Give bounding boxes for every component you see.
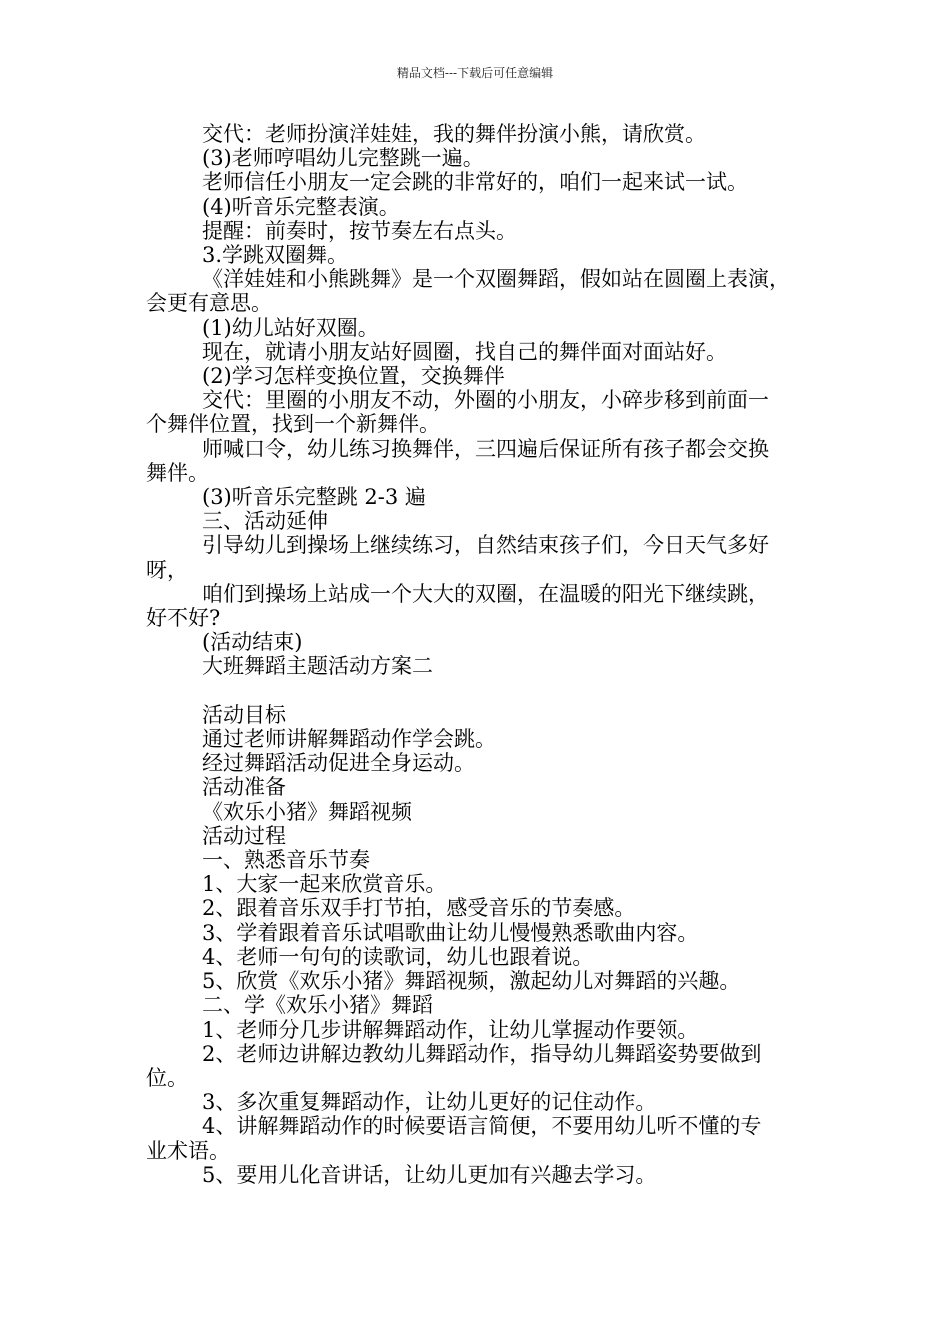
text-line: 交代：老师扮演洋娃娃，我的舞伴扮演小熊，请欣赏。: [202, 122, 706, 146]
text-line: 经过舞蹈活动促进全身运动。: [202, 751, 475, 776]
text-line: 活动目标: [202, 702, 286, 727]
text-line: 3.学跳双圈舞。: [202, 243, 349, 268]
text-line: 《洋娃娃和小熊跳舞》是一个双圈舞蹈，假如站在圆圈上表演，: [202, 267, 790, 292]
text-line: 三、活动延伸: [202, 509, 328, 534]
text-line: (4)听音乐完整表演。: [202, 194, 400, 219]
text-line: 2、跟着音乐双手打节拍，感受音乐的节奏感。: [202, 896, 636, 921]
document-body: [146, 122, 826, 1187]
text-line: 交代：里圈的小朋友不动，外圈的小朋友，小碎步移到前面一: [202, 388, 769, 413]
text-line: 业术语。: [146, 1138, 230, 1163]
text-line: 会更有意思。: [146, 291, 272, 316]
text-line: 5、欣赏《欢乐小猪》舞蹈视频，激起幼儿对舞蹈的兴趣。: [202, 969, 741, 994]
text-line: 大班舞蹈主题活动方案二: [202, 654, 433, 679]
text-line: 舞伴。: [146, 460, 209, 485]
text-line: 引导幼儿到操场上继续练习，自然结束孩子们，今日天气多好: [202, 533, 769, 558]
text-line: 1、老师分几步讲解舞蹈动作，让幼儿掌握动作要领。: [202, 1017, 699, 1042]
text-line: (3)老师哼唱幼儿完整跳一遍。: [202, 146, 484, 171]
text-line: 通过老师讲解舞蹈动作学会跳。: [202, 727, 496, 752]
text-line: (1)幼儿站好双圈。: [202, 315, 379, 340]
text-line: 好不好?: [146, 606, 221, 631]
text-line: 4、老师一句句的读歌词，幼儿也跟着说。: [202, 944, 594, 969]
text-line: 《欢乐小猪》舞蹈视频: [202, 799, 412, 824]
text-line: 活动准备: [202, 775, 286, 800]
text-line: 呀，: [146, 557, 188, 582]
text-line: 3、多次重复舞蹈动作，让幼儿更好的记住动作。: [202, 1090, 657, 1115]
text-line: 3、学着跟着音乐试唱歌曲让幼儿慢慢熟悉歌曲内容。: [202, 920, 699, 945]
text-line: (3)听音乐完整跳 2-3 遍: [202, 485, 426, 510]
text-line: (2)学习怎样变换位置，交换舞伴: [202, 364, 505, 389]
text-line: 老师信任小朋友一定会跳的非常好的，咱们一起来试一试。: [202, 170, 748, 195]
text-line: 二、学《欢乐小猪》舞蹈: [202, 993, 433, 1018]
text-line: 位。: [146, 1065, 188, 1090]
text-line: (活动结束): [202, 630, 303, 655]
text-line: 提醒：前奏时，按节奏左右点头。: [202, 218, 517, 243]
text-line: 1、大家一起来欣赏音乐。: [202, 872, 447, 897]
page-header: 精品文档---下载后可任意编辑: [396, 66, 554, 80]
text-line: 5、要用儿化音讲话，让幼儿更加有兴趣去学习。: [202, 1162, 657, 1187]
text-line: 2、老师边讲解边教幼儿舞蹈动作，指导幼儿舞蹈姿势要做到: [202, 1041, 762, 1066]
text-line: 一、熟悉音乐节奏: [202, 848, 370, 873]
text-line: 师喊口令，幼儿练习换舞伴，三四遍后保证所有孩子都会交换: [202, 436, 769, 461]
blank-line: [146, 679, 826, 703]
text-line: 4、讲解舞蹈动作的时候要语言简便，不要用幼儿听不懂的专: [202, 1114, 762, 1139]
text-line: 活动过程: [202, 823, 286, 848]
text-line: 个舞伴位置，找到一个新舞伴。: [146, 412, 440, 437]
text-line: 咱们到操场上站成一个大大的双圈，在温暖的阳光下继续跳，: [202, 581, 769, 606]
text-line: 现在，就请小朋友站好圆圈，找自己的舞伴面对面站好。: [202, 339, 727, 364]
